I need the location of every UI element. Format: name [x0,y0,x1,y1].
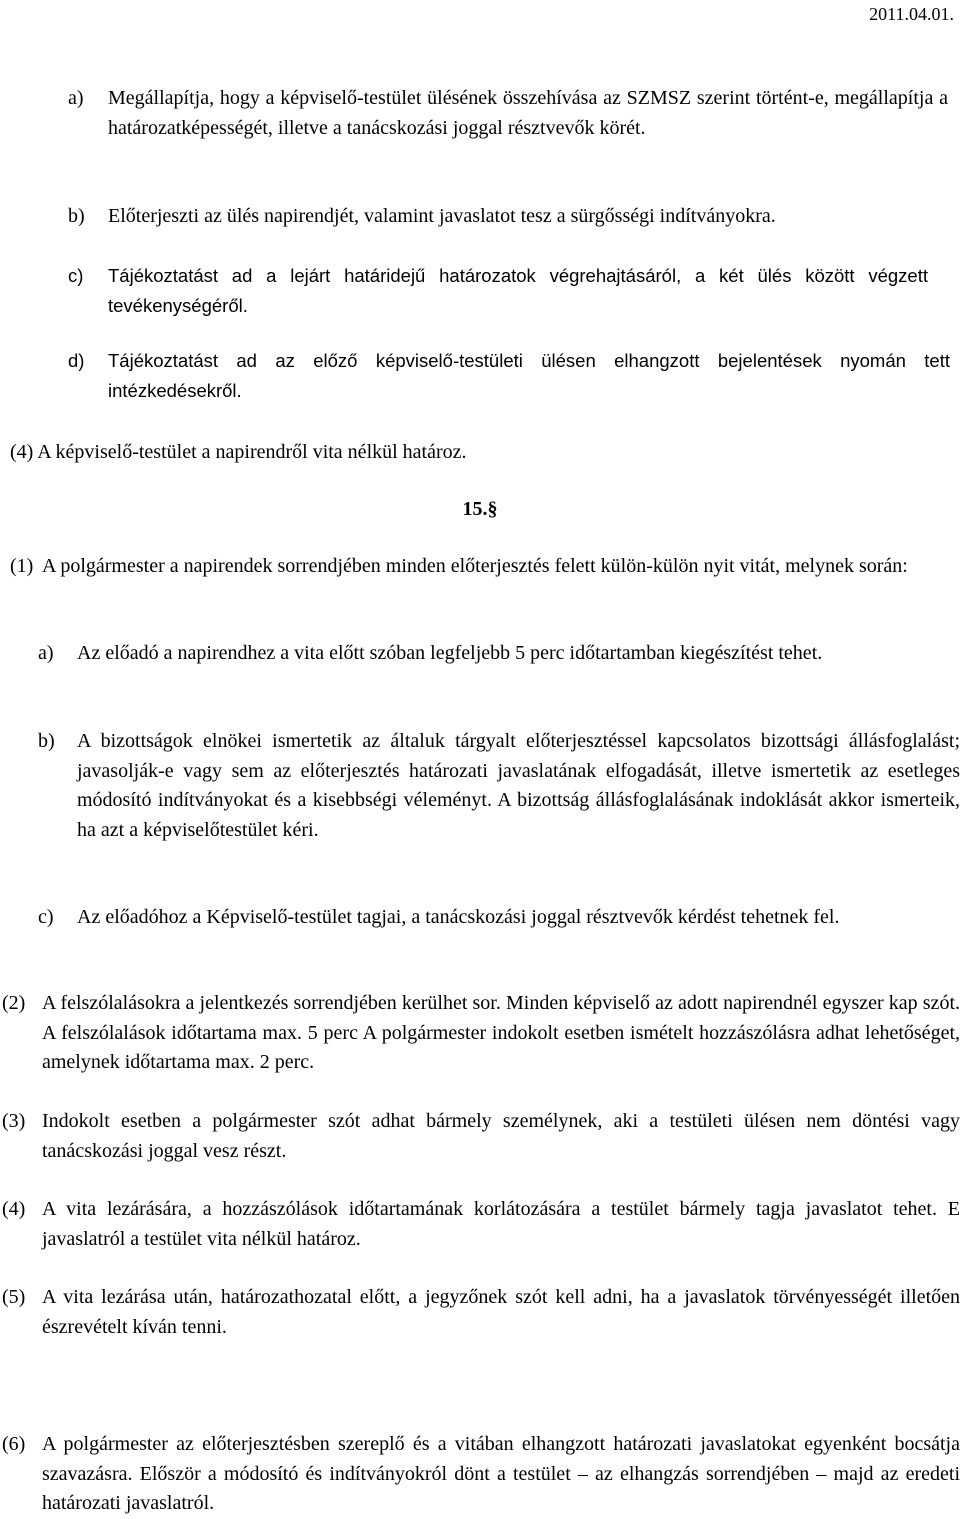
paragraph-2 [2,989,960,1078]
list-item-text: Megállapítja, hogy a képviselő-testület ülésének összehívása az SZMSZ szerint történt-e, megállapítja a határozatképességét, illetve a tanácskozási joggal résztvevők körét. [108,87,948,139]
paragraph-3 [2,1107,960,1166]
paragraph-5 [2,1283,960,1342]
list-item-d [68,346,950,405]
list-item-label: c) [38,906,54,928]
list-item-label: b) [38,730,55,752]
list-item-label: b) [68,205,85,227]
list-item-text: Tájékoztatást ad az előző képviselő-testületi ülésen elhangzott bejelentések nyomán tett intézkedésekről. [108,350,950,401]
paragraph-label: (6) [2,1433,26,1455]
list-item-b [68,202,948,232]
list-item-label: d) [68,350,85,371]
sub-item-c [38,903,960,933]
paragraph-text: A polgármester a napirendek sorrendjében minden előterjesztés felett külön-külön nyit vitát, melynek során: [42,555,908,577]
list-item-label: a) [38,642,54,664]
section-number: 15. [462,498,488,520]
paragraph-label: (1) [10,555,34,577]
sub-item-b [38,727,960,845]
paragraph-label: (2) [2,992,26,1014]
paragraph-label: (5) [2,1286,26,1308]
paragraph-4: (4) A képviselő-testület a napirendről vita nélkül határoz. [10,441,467,463]
paragraph-text: A vita lezárása után, határozathozatal előtt, a jegyzőnek szót kell adni, ha a javaslatok törvényességét illetően észrevételt kíván tenni. [42,1286,960,1338]
list-item-c [68,261,928,320]
paragraph-6 [2,1430,960,1519]
paragraph-text: A polgármester az előterjesztésben szereplő és a vitában elhangzott határozati javaslatokat egyenként bocsátja szavazásra. Először a módosító és indítványokról dönt a testület – az elhangzás sorrendjében – majd az eredeti határozati javaslatról. [42,1433,960,1514]
list-item-label: a) [68,87,84,109]
list-item-text: Az előadó a napirendhez a vita előtt szóban legfeljebb 5 perc időtartamban kiegészítést tehet. [77,642,823,664]
paragraph-label: (4) [2,1198,26,1220]
section-symbol: § [487,498,498,520]
sub-item-a [38,639,938,669]
list-item-text: Az előadóhoz a Képviselő-testület tagjai, a tanácskozási joggal résztvevők kérdést tehetnek fel. [77,906,840,928]
list-item-text: A bizottságok elnökei ismertetik az általuk tárgyalt előterjesztéssel kapcsolatos bizottsági állásfoglalást; javasolják-e vagy sem az előterjesztés határozati javaslatának elfogadását, illetve ismertetik az esetleges módosító indítványokat és a kisebbségi véleményt. A bizottság állásfoglalásának indoklását akkor ismerteik, ha azt a képviselőtestület kéri. [77,730,960,841]
paragraph-text: Indokolt esetben a polgármester szót adhat bármely személynek, aki a testületi ülésen nem döntési vagy tanácskozási joggal vesz részt. [42,1110,960,1162]
paragraph-label: (3) [2,1110,26,1132]
paragraph-4b [2,1195,960,1254]
paragraph-1 [10,552,922,582]
page-date: 2011.04.01. [869,4,954,24]
list-item-label: c) [68,265,84,286]
list-item-a [68,84,948,143]
paragraph-text: A felszólalásokra a jelentkezés sorrendjében kerülhet sor. Minden képviselő az adott napirendnél egyszer kap szót. A felszólalások időtartama max. 5 perc A polgármester indokolt esetben ismételt hozzászólásra adhat lehetőséget, amelynek időtartama max. 2 perc. [42,992,960,1073]
list-item-text: Előterjeszti az ülés napirendjét, valamint javaslatot tesz a sürgősségi indítványokra. [108,205,776,227]
list-item-text: Tájékoztatást ad a lejárt határidejű határozatok végrehajtásáról, a két ülés között végzett tevékenységéről. [108,265,928,316]
section-heading [0,495,960,523]
paragraph-text: A vita lezárására, a hozzászólások időtartamának korlátozására a testület bármely tagja javaslatot tehet. E javaslatról a testület vita nélkül határoz. [42,1198,960,1250]
